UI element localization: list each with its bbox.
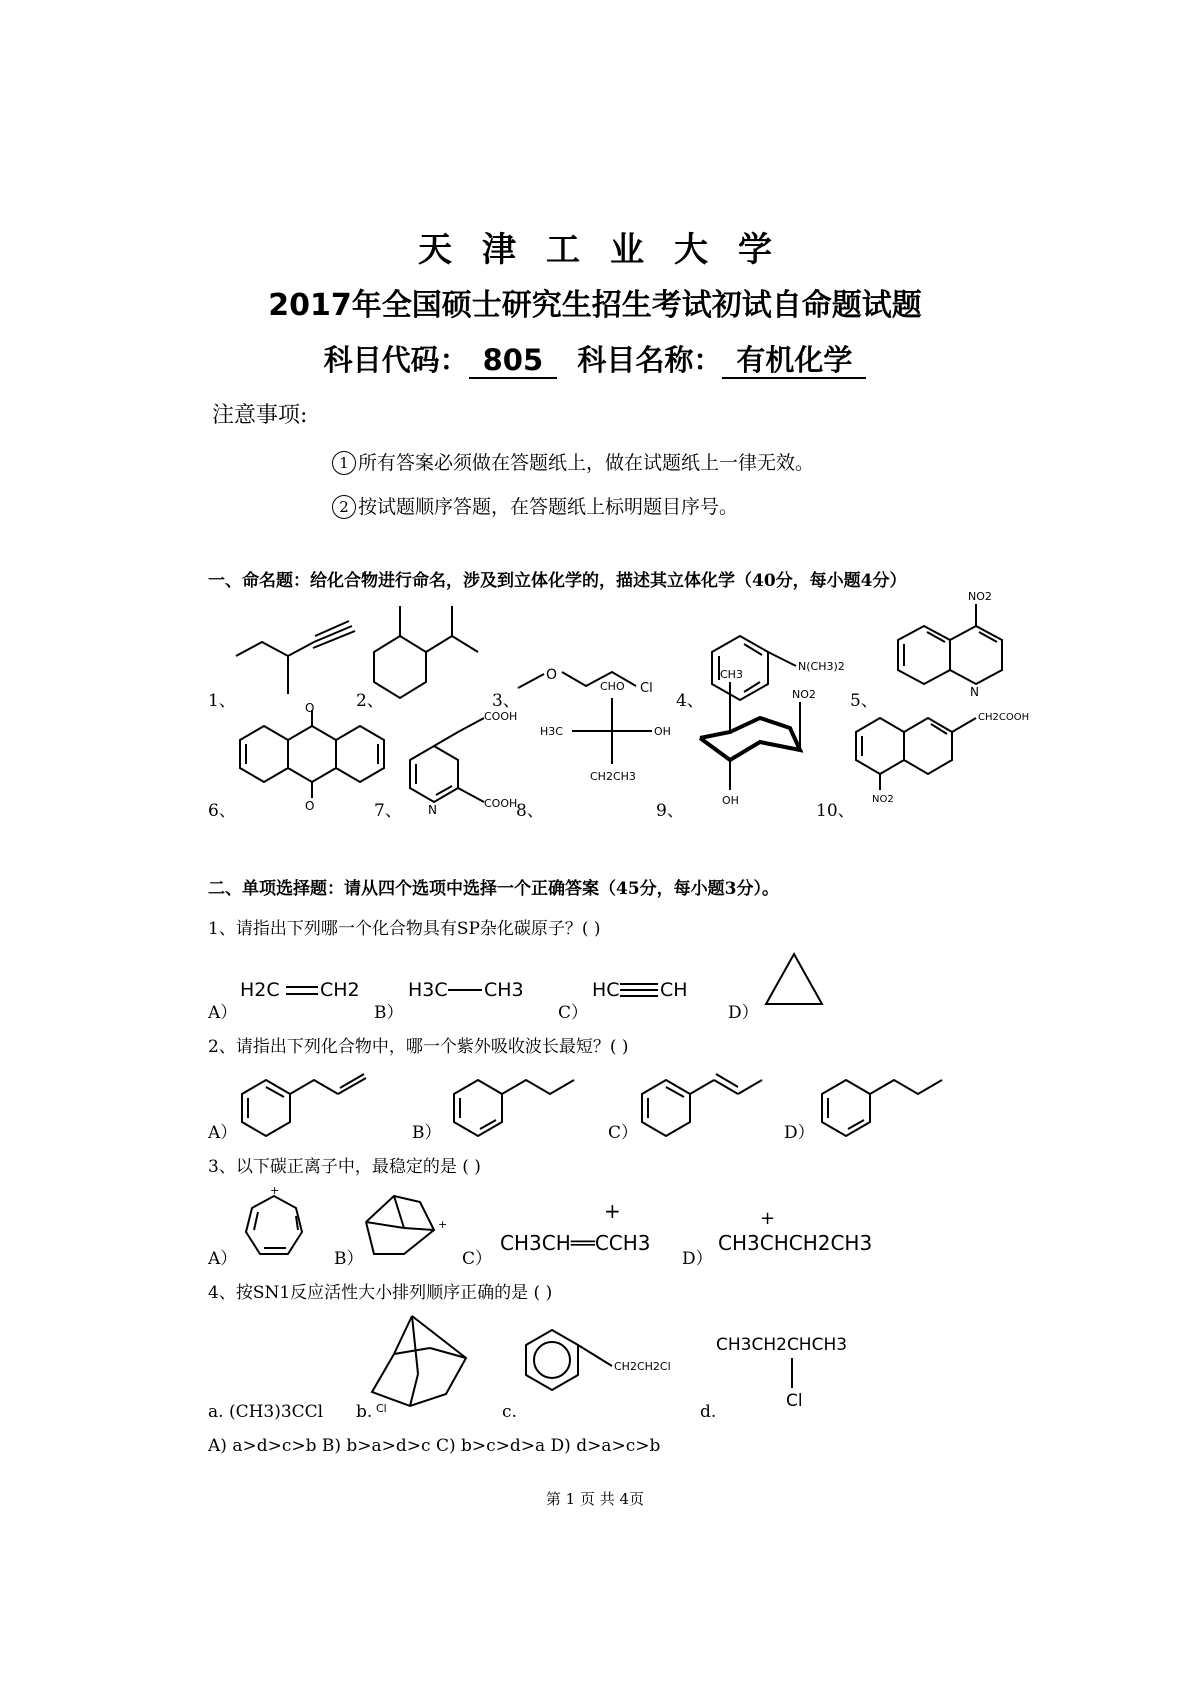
svg-text:H3C: H3C <box>540 725 563 738</box>
q-label: 10、 <box>816 801 855 821</box>
naming-structures <box>0 590 1190 850</box>
svg-text:COOH: COOH <box>484 710 518 723</box>
svg-text:Cl: Cl <box>786 1391 803 1411</box>
svg-text:H2C: H2C <box>240 979 280 1001</box>
option-label: C） <box>608 1123 639 1143</box>
q4-option-d <box>716 1335 847 1411</box>
svg-text:NO2: NO2 <box>968 590 992 603</box>
svg-text:NO2: NO2 <box>872 794 894 805</box>
svg-text:Cl: Cl <box>640 681 653 696</box>
notice-text: 按试题顺序答题，在答题纸上标明题目序号。 <box>358 496 739 518</box>
q2-options <box>0 1060 1190 1140</box>
section1-heading: 一、命名题：给化合物进行命名，涉及到立体化学的，描述其立体化学（40分，每小题4分） <box>208 571 907 591</box>
q2-option-c <box>642 1074 762 1136</box>
svg-text:CH3CH══CCH3: CH3CH══CCH3 <box>500 1231 651 1255</box>
subject-name: 有机化学 <box>722 343 866 379</box>
q2-option-d <box>822 1080 942 1136</box>
option-label: b. <box>356 1402 373 1422</box>
option-label: D） <box>728 1003 759 1023</box>
svg-text:CH3: CH3 <box>720 668 743 681</box>
q-label: 1、 <box>208 691 236 711</box>
q2-option-b <box>454 1080 574 1136</box>
option-label: A） <box>208 1249 238 1269</box>
q4-option-c <box>526 1330 671 1390</box>
subject-line <box>0 338 1190 379</box>
svg-text:N: N <box>970 685 979 699</box>
option-label: B） <box>374 1003 404 1023</box>
code-label: 科目代码： <box>323 343 469 377</box>
svg-text:O: O <box>305 701 315 715</box>
notice-heading: 注意事项: <box>212 403 308 428</box>
page-footer: 第 1 页 共 4页 <box>545 1490 645 1508</box>
svg-text:CH2CH2Cl: CH2CH2Cl <box>614 1360 671 1373</box>
option-label: d. <box>700 1402 717 1422</box>
svg-text:CH3: CH3 <box>484 979 524 1001</box>
structure-3 <box>518 667 653 696</box>
question-4-stem: 4、按SN1反应活性大小排列顺序正确的是 ( ) <box>208 1283 553 1303</box>
q3-option-a <box>246 1184 302 1254</box>
svg-text:N: N <box>428 803 437 817</box>
svg-text:CH2CH3: CH2CH3 <box>590 770 636 783</box>
svg-text:HC: HC <box>592 979 620 1001</box>
notice-number: 2 <box>332 495 356 519</box>
notice-item-2 <box>332 492 738 519</box>
structure-1 <box>236 621 355 694</box>
question-2-stem: 2、请指出下列化合物中，哪一个紫外吸收波长最短？( ) <box>208 1037 629 1057</box>
option-label: B） <box>412 1123 442 1143</box>
svg-text:CHO: CHO <box>600 680 625 693</box>
structure-6 <box>240 701 384 813</box>
q-label: 2、 <box>356 691 384 711</box>
option-label: c. <box>502 1402 517 1422</box>
option-label: B） <box>334 1249 364 1269</box>
question-1-stem: 1、请指出下列哪一个化合物具有SP杂化碳原子？( ) <box>208 919 601 939</box>
q3-options <box>0 1182 1190 1272</box>
svg-text:Cl: Cl <box>376 1402 387 1415</box>
q3-option-d <box>718 1208 872 1255</box>
svg-text:+: + <box>438 1218 448 1231</box>
q-label: 3、 <box>492 691 520 711</box>
section2-heading: 二、单项选择题：请从四个选项中选择一个正确答案（45分，每小题3分）。 <box>208 879 779 899</box>
q4-options <box>0 1310 1190 1420</box>
question-4-answers: A) a>d>c>b B) b>a>d>c C) b>c>d>a D) d>a>c>b <box>208 1436 661 1456</box>
q-label: 9、 <box>656 801 684 821</box>
svg-text:COOH: COOH <box>484 797 518 810</box>
subject-code: 805 <box>469 343 558 379</box>
option-label: D） <box>784 1123 815 1143</box>
option-label: C） <box>558 1003 589 1023</box>
q4-option-b <box>372 1316 466 1415</box>
svg-text:+: + <box>760 1208 776 1229</box>
svg-text:O: O <box>546 667 558 683</box>
svg-text:OH: OH <box>654 725 671 738</box>
structure-7 <box>410 710 517 817</box>
svg-text:O: O <box>305 799 315 813</box>
structure-5 <box>898 590 1002 699</box>
question-3-stem: 3、以下碳正离子中，最稳定的是 ( ) <box>208 1157 481 1177</box>
svg-text:CH2COOH: CH2COOH <box>978 712 1030 723</box>
q-label: 6、 <box>208 801 236 821</box>
notice-text: 所有答案必须做在答题纸上，做在试题纸上一律无效。 <box>358 452 815 474</box>
option-label: a. (CH3)3CCl <box>208 1402 324 1422</box>
university-title: 天津工业大学 <box>418 230 802 270</box>
q3-option-c <box>500 1199 651 1255</box>
q-label: 7、 <box>374 801 402 821</box>
svg-text:CH3CHCH2CH3: CH3CHCH2CH3 <box>718 1231 873 1255</box>
option-label: D） <box>682 1249 713 1269</box>
q-label: 5、 <box>850 691 878 711</box>
svg-text:+: + <box>270 1184 280 1197</box>
option-label: A） <box>208 1123 238 1143</box>
svg-text:OH: OH <box>722 794 739 807</box>
svg-text:CH: CH <box>660 979 688 1001</box>
q2-option-a <box>242 1074 366 1136</box>
option-label: A） <box>208 1003 238 1023</box>
q-label: 4、 <box>676 691 704 711</box>
name-label: 科目名称： <box>577 343 723 377</box>
structure-2 <box>374 606 478 698</box>
svg-text:NO2: NO2 <box>792 688 816 701</box>
svg-text:H3C: H3C <box>408 979 448 1001</box>
notice-item-1 <box>332 448 814 475</box>
q-label: 8、 <box>516 801 544 821</box>
q3-option-b <box>366 1196 447 1254</box>
structure-10 <box>856 712 1029 805</box>
q1-options <box>0 950 1190 1020</box>
svg-text:CH3CH2CHCH3: CH3CH2CHCH3 <box>716 1335 848 1355</box>
svg-text:CH2: CH2 <box>320 979 360 1001</box>
exam-title: 2017年全国硕士研究生招生考试初试自命题试题 <box>268 288 922 323</box>
option-label: C） <box>462 1249 493 1269</box>
notice-number: 1 <box>332 451 356 475</box>
svg-text:N(CH3)2: N(CH3)2 <box>798 660 845 673</box>
svg-text:+: + <box>604 1199 621 1223</box>
